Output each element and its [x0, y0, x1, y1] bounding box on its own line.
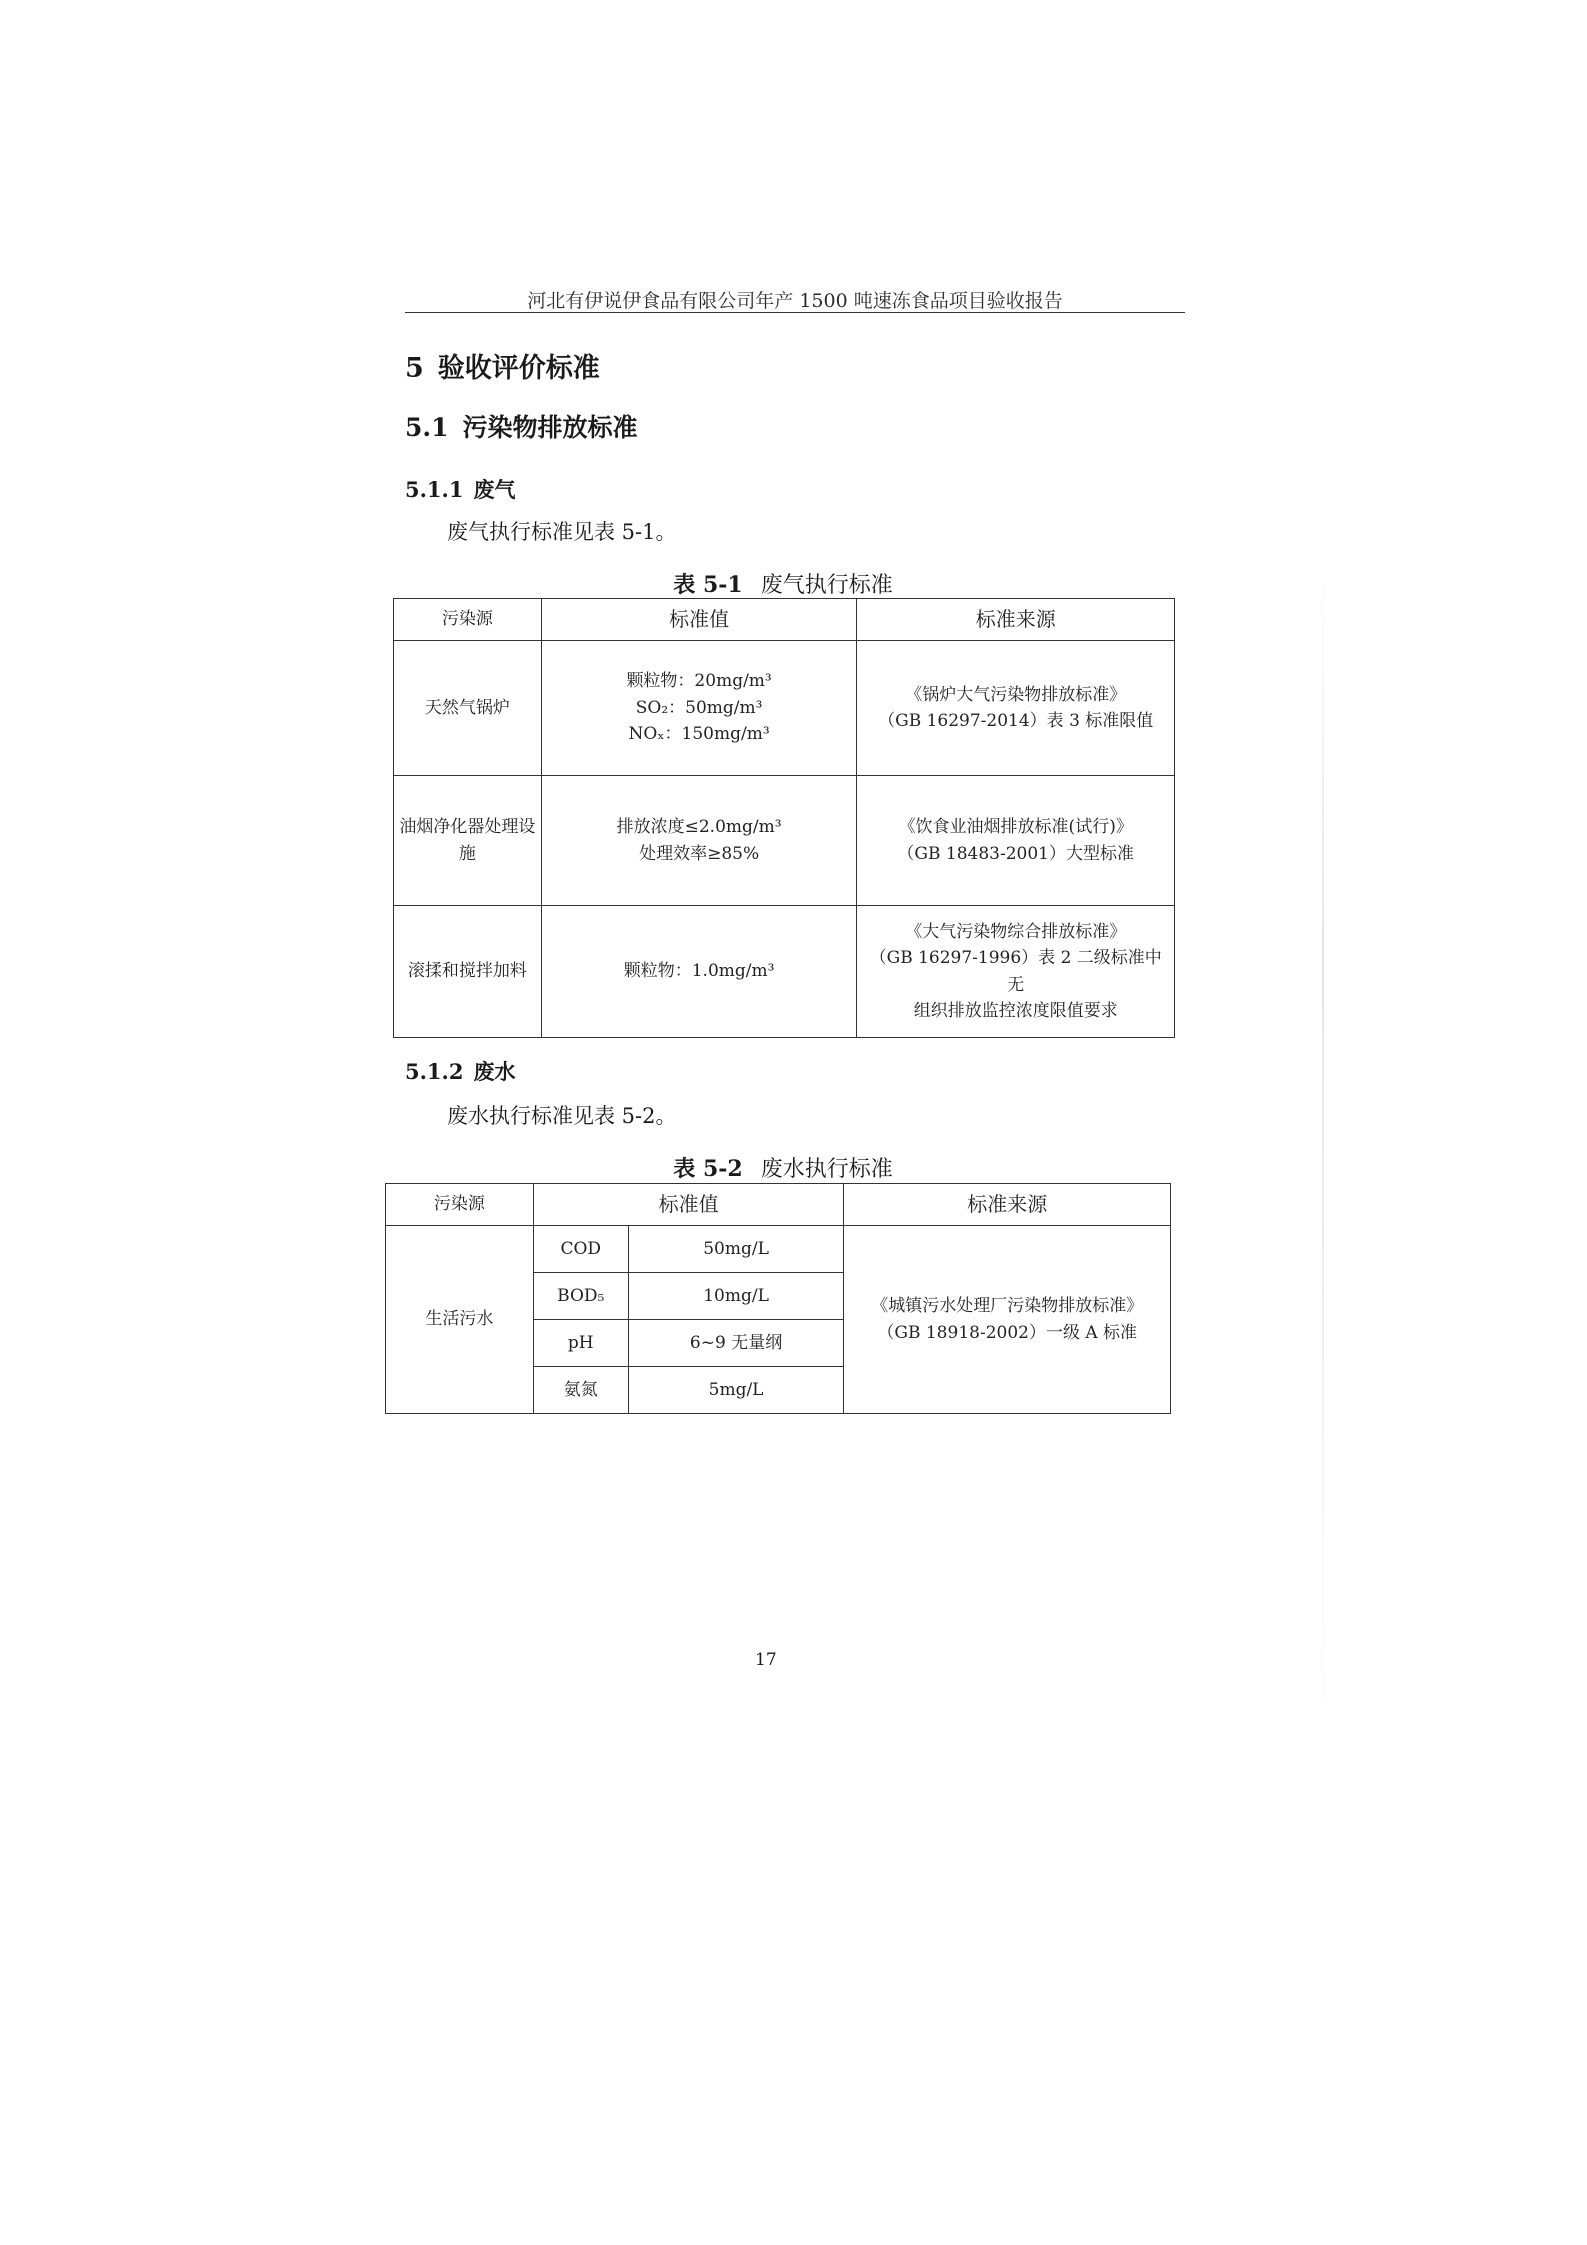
waste-gas-title: 废气	[473, 477, 516, 502]
section-number: 5	[405, 353, 424, 384]
standard-source-cell	[857, 906, 1175, 1038]
standard-value-cell	[541, 906, 857, 1038]
parameter-name-cell: COD	[533, 1226, 628, 1273]
standard-value-line: 颗粒物：1.0mg/m³	[623, 961, 775, 982]
parameter-name-cell: 氨氮	[533, 1367, 628, 1414]
scan-edge-shadow	[1322, 560, 1324, 1740]
parameter-value-cell: 5mg/L	[628, 1367, 844, 1414]
parameter-value-cell: 6~9 无量纲	[628, 1320, 844, 1367]
header-pollution-source: 污染源	[394, 599, 542, 641]
standard-source-cell	[844, 1226, 1171, 1414]
header-standard-source: 标准来源	[857, 599, 1175, 641]
page-number: 17	[755, 1650, 777, 1670]
parameter-name-cell: pH	[533, 1320, 628, 1367]
pollution-source-cell: 生活污水	[386, 1226, 534, 1414]
table-row	[386, 1226, 1171, 1273]
standard-source-line: 《城镇污水处理厂污染物排放标准》	[871, 1296, 1144, 1317]
table-5-2-caption-number: 表 5-2	[673, 1156, 743, 1182]
waste-water-intro: 废水执行标准见表 5-2。	[447, 1104, 677, 1128]
table-row	[394, 776, 1175, 906]
header-standard-source: 标准来源	[844, 1184, 1171, 1226]
section-title: 验收评价标准	[437, 353, 600, 384]
header-rule	[405, 312, 1185, 313]
subsection-number: 5.1	[405, 413, 449, 442]
table-5-2-caption-title: 废水执行标准	[760, 1157, 893, 1182]
standard-source-cell	[857, 776, 1175, 906]
standard-source-line: （GB 16297-2014）表 3 标准限值	[878, 711, 1154, 731]
page-header: 河北有伊说伊食品有限公司年产 1500 吨速冻食品项目验收报告	[527, 290, 1063, 312]
waste-gas-standards-table	[393, 598, 1175, 1038]
waste-gas-intro: 废气执行标准见表 5-1。	[447, 520, 677, 544]
standard-source-line: 《大气污染物综合排放标准》	[905, 921, 1127, 942]
table-row	[394, 641, 1175, 776]
standard-value-line: SO₂：50mg/m³	[635, 697, 763, 718]
parameter-value-cell: 10mg/L	[628, 1273, 844, 1320]
subsection-heading	[405, 408, 638, 444]
standard-value-cell	[541, 641, 857, 776]
table-header-row	[394, 599, 1175, 641]
table-5-2-caption	[393, 1152, 1173, 1183]
waste-gas-heading	[405, 474, 515, 504]
waste-water-heading	[405, 1056, 515, 1086]
standard-source-line: 《锅炉大气污染物排放标准》	[905, 684, 1127, 705]
standard-value-line: 颗粒物：20mg/m³	[626, 671, 772, 692]
table-5-1-caption	[393, 568, 1173, 599]
standard-value-cell	[541, 776, 857, 906]
parameter-value-cell: 50mg/L	[628, 1226, 844, 1273]
waste-water-standards-table	[385, 1183, 1171, 1414]
waste-water-number: 5.1.2	[405, 1059, 464, 1084]
table-5-1-caption-number: 表 5-1	[673, 572, 743, 598]
header-pollution-source: 污染源	[386, 1184, 534, 1226]
subsection-title: 污染物排放标准	[462, 413, 638, 442]
section-heading	[405, 346, 600, 385]
standard-value-line: NOₓ：150mg/m³	[628, 724, 770, 745]
standard-source-line: （GB 18918-2002）一级 A 标准	[877, 1322, 1138, 1343]
waste-water-title: 废水	[473, 1059, 516, 1084]
pollution-source-cell: 油烟净化器处理设施	[394, 776, 542, 906]
standard-source-line: （GB 18483-2001）大型标准	[897, 843, 1134, 864]
table-row	[394, 906, 1175, 1038]
header-standard-value: 标准值	[541, 599, 857, 641]
header-standard-value: 标准值	[533, 1184, 844, 1226]
table-header-row	[386, 1184, 1171, 1226]
waste-gas-number: 5.1.1	[405, 477, 464, 502]
table-5-1-caption-title: 废气执行标准	[760, 573, 893, 598]
standard-value-line: 排放浓度≤2.0mg/m³	[616, 817, 782, 838]
standard-value-line: 处理效率≥85%	[639, 843, 760, 864]
parameter-name-cell: BOD₅	[533, 1273, 628, 1320]
standard-source-cell	[857, 641, 1175, 776]
standard-source-line: 《饮食业油烟排放标准(试行)》	[898, 817, 1133, 838]
standard-source-line: （GB 16297-1996）表 2 二级标准中无	[869, 948, 1162, 995]
pollution-source-cell: 天然气锅炉	[394, 641, 542, 776]
standard-source-line: 组织排放监控浓度限值要求	[913, 1000, 1118, 1021]
pollution-source-cell: 滚揉和搅拌加料	[394, 906, 542, 1038]
